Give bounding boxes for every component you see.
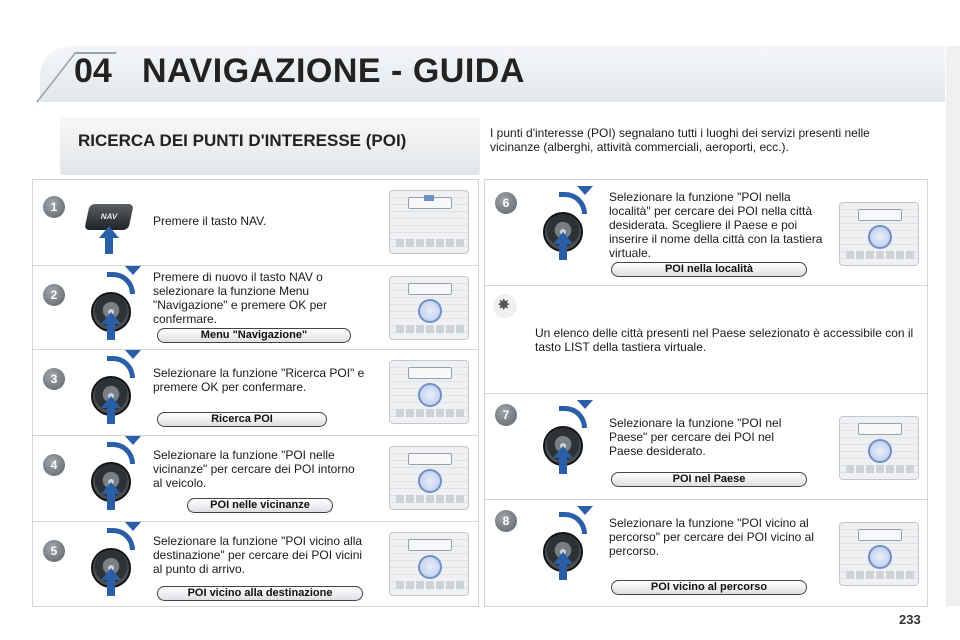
steps-right-column bbox=[484, 179, 928, 607]
chapter-number: 04 bbox=[74, 52, 112, 90]
arrow-up-icon bbox=[101, 396, 121, 424]
menu-label-pill: POI nel Paese bbox=[611, 472, 807, 487]
step-7 bbox=[485, 394, 927, 500]
step-number-badge: 3 bbox=[43, 368, 65, 390]
tip-block bbox=[485, 286, 927, 394]
dashboard-thumbnail bbox=[389, 190, 469, 254]
step-text: Selezionare la funzione "POI nel Paese" per cercare dei POI nel Paese desiderato. bbox=[609, 416, 782, 458]
nav-key-icon: NAV bbox=[84, 204, 134, 230]
menu-label-pill: POI nelle vicinanze bbox=[187, 498, 333, 513]
control-knob-icon bbox=[81, 272, 141, 340]
step-number-badge: 4 bbox=[43, 454, 65, 476]
step-2 bbox=[33, 266, 478, 350]
intro-text: I punti d'interesse (POI) segnalano tutti i luoghi dei servizi presenti nelle vicinanze (alberghi, attività commerciali, aeroporti, ecc.). bbox=[490, 126, 870, 154]
menu-label-pill: POI nella località bbox=[611, 262, 807, 277]
rotate-arrow-icon bbox=[559, 192, 587, 214]
section-title: RICERCA DEI PUNTI D'INTERESSE (POI) bbox=[78, 131, 407, 150]
tip-icon bbox=[493, 294, 517, 318]
dashboard-thumbnail bbox=[389, 360, 469, 424]
step-text: Selezionare la funzione "POI vicino alla destinazione" per cercare dei POI vicini al punto di arrivo. bbox=[153, 534, 363, 576]
rotate-arrow-icon bbox=[107, 272, 135, 294]
arrow-up-icon bbox=[101, 312, 121, 340]
rotate-arrow-icon bbox=[107, 442, 135, 464]
step-text: Selezionare la funzione "POI vicino al percorso" per cercare dei POI vicino al percorso. bbox=[609, 516, 815, 558]
arrow-up-icon bbox=[553, 232, 573, 260]
arrow-up-icon bbox=[553, 552, 573, 580]
step-number-badge: 2 bbox=[43, 284, 65, 306]
step-text: Selezionare la funzione "Ricerca POI" e premere OK per confermare. bbox=[153, 366, 365, 394]
step-3 bbox=[33, 350, 478, 436]
step-text: Premere di nuovo il tasto NAV o selezionare la funzione Menu "Navigazione" e premere OK per confermare. bbox=[153, 270, 327, 326]
dashboard-thumbnail bbox=[839, 416, 919, 480]
control-knob-icon bbox=[533, 192, 593, 260]
control-knob-icon bbox=[81, 528, 141, 596]
step-5 bbox=[33, 522, 478, 608]
arrow-up-icon bbox=[99, 226, 119, 254]
control-knob-icon bbox=[533, 512, 593, 580]
rotate-arrow-icon bbox=[107, 528, 135, 550]
rotate-arrow-icon bbox=[107, 356, 135, 378]
chapter-title: NAVIGAZIONE - GUIDA bbox=[142, 52, 525, 90]
dashboard-thumbnail bbox=[839, 522, 919, 586]
step-text: Selezionare la funzione "POI nelle vicinanze" per cercare dei POI intorno al veicolo. bbox=[153, 448, 355, 490]
dashboard-thumbnail bbox=[389, 276, 469, 340]
arrow-up-icon bbox=[553, 446, 573, 474]
menu-label-pill: POI vicino al percorso bbox=[611, 580, 807, 595]
menu-label-pill: POI vicino alla destinazione bbox=[157, 586, 363, 601]
control-knob-icon bbox=[81, 442, 141, 510]
dashboard-thumbnail bbox=[389, 532, 469, 596]
page-number: 233 bbox=[899, 612, 921, 627]
control-knob-icon bbox=[533, 406, 593, 474]
step-number-badge: 1 bbox=[43, 196, 65, 218]
step-text: Selezionare la funzione "POI nella località" per cercare dei POI nella città desiderata. Scegliere il Paese e poi inserire il nome della città con la tastiera virtuale. bbox=[609, 190, 823, 260]
rotate-arrow-icon bbox=[559, 406, 587, 428]
step-4 bbox=[33, 436, 478, 522]
step-number-badge: 7 bbox=[495, 404, 517, 426]
step-6 bbox=[485, 180, 927, 286]
control-knob-icon bbox=[81, 356, 141, 424]
tip-text: Un elenco delle città presenti nel Paese selezionato è accessibile con il tasto LIST della tastiera virtuale. bbox=[535, 326, 914, 354]
arrow-up-icon bbox=[101, 482, 121, 510]
dashboard-thumbnail bbox=[389, 446, 469, 510]
step-1 bbox=[33, 180, 478, 266]
steps-left-column bbox=[32, 179, 479, 607]
step-number-badge: 5 bbox=[43, 540, 65, 562]
step-number-badge: 6 bbox=[495, 192, 517, 214]
step-8 bbox=[485, 500, 927, 608]
step-number-badge: 8 bbox=[495, 510, 517, 532]
arrow-up-icon bbox=[101, 568, 121, 596]
page-edge-strip bbox=[946, 46, 960, 606]
menu-label-pill: Menu "Navigazione" bbox=[157, 328, 351, 343]
menu-label-pill: Ricerca POI bbox=[157, 412, 327, 427]
rotate-arrow-icon bbox=[559, 512, 587, 534]
step-text: Premere il tasto NAV. bbox=[153, 214, 267, 228]
dashboard-thumbnail bbox=[839, 202, 919, 266]
